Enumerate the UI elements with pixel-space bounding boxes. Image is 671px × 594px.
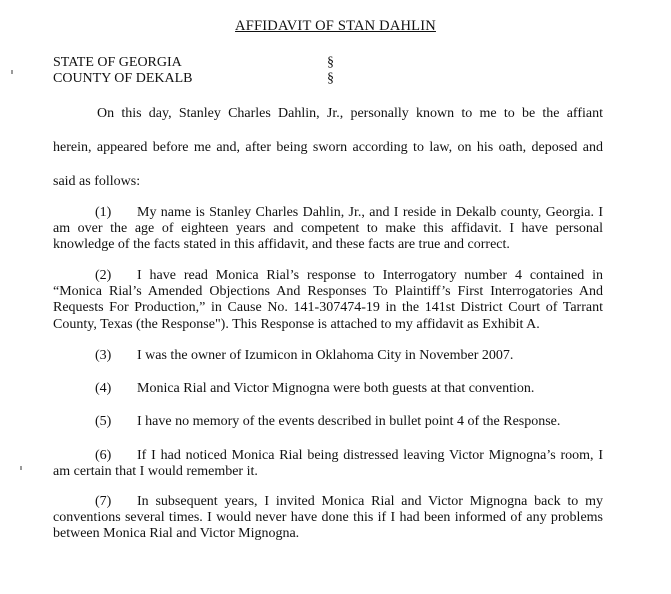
paragraph-5 [53, 414, 603, 430]
paragraph-3 [53, 348, 603, 364]
paragraph-number: (3) [95, 348, 112, 363]
county-line: COUNTY OF DEKALB [53, 71, 193, 86]
paragraph-text: I have no memory of the events described in bullet point 4 of the Response. [137, 414, 561, 429]
paragraph-6 [53, 448, 603, 480]
paragraph-number: (7) [95, 494, 112, 509]
paragraph-number: (5) [95, 414, 112, 429]
state-line: STATE OF GEORGIA [53, 55, 182, 70]
paragraph-1 [53, 205, 603, 254]
intro-line: said as follows: [53, 174, 141, 189]
paragraph-number: (4) [95, 381, 112, 396]
paragraph-2 [53, 268, 603, 333]
section-symbol: § [327, 71, 334, 86]
paragraph-number: (6) [95, 448, 112, 463]
paragraph-text: I have read Monica Rial’s response to Interrogatory number 4 contained in “Monica Rial’s Amended Objections And Responses To Plaintiff’s First Interrogatories And Requests For Production,” in Cause No. 141-307474-19 in the 141st District Court of Tarrant County, Texas (the Response"). This Response is attached to my affidavit as Exhibit A. [53, 268, 603, 332]
paragraph-text: Monica Rial and Victor Mignogna were both guests at that convention. [137, 381, 535, 396]
paragraph-text: If I had noticed Monica Rial being distressed leaving Victor Mignogna’s room, I am certain that I would remember it. [53, 448, 603, 480]
section-symbol: § [327, 55, 334, 70]
paragraph-text: My name is Stanley Charles Dahlin, Jr., and I reside in Dekalb county, Georgia. I am over the age of eighteen years and competent to make this affidavit. I have personal knowledge of the facts stated in this affidavit, and these facts are true and correct. [53, 205, 603, 253]
paragraph-4 [53, 381, 603, 397]
paragraph-7 [53, 494, 603, 543]
paragraph-number: (2) [95, 268, 112, 283]
paragraph-text: In subsequent years, I invited Monica Rial and Victor Mignogna back to my conventions several times. I would never have done this if I had been informed of any problems between Monica Rial and Victor Mignogna. [53, 494, 603, 542]
scan-speck [20, 466, 22, 470]
intro-line: On this day, Stanley Charles Dahlin, Jr., personally known to me to be the affiant [97, 106, 603, 121]
document-title: AFFIDAVIT OF STAN DAHLIN [235, 18, 436, 34]
scan-speck [11, 70, 13, 74]
intro-line: herein, appeared before me and, after being sworn according to law, on his oath, deposed and [53, 140, 603, 155]
paragraph-text: I was the owner of Izumicon in Oklahoma City in November 2007. [137, 348, 514, 363]
paragraph-number: (1) [95, 205, 112, 220]
